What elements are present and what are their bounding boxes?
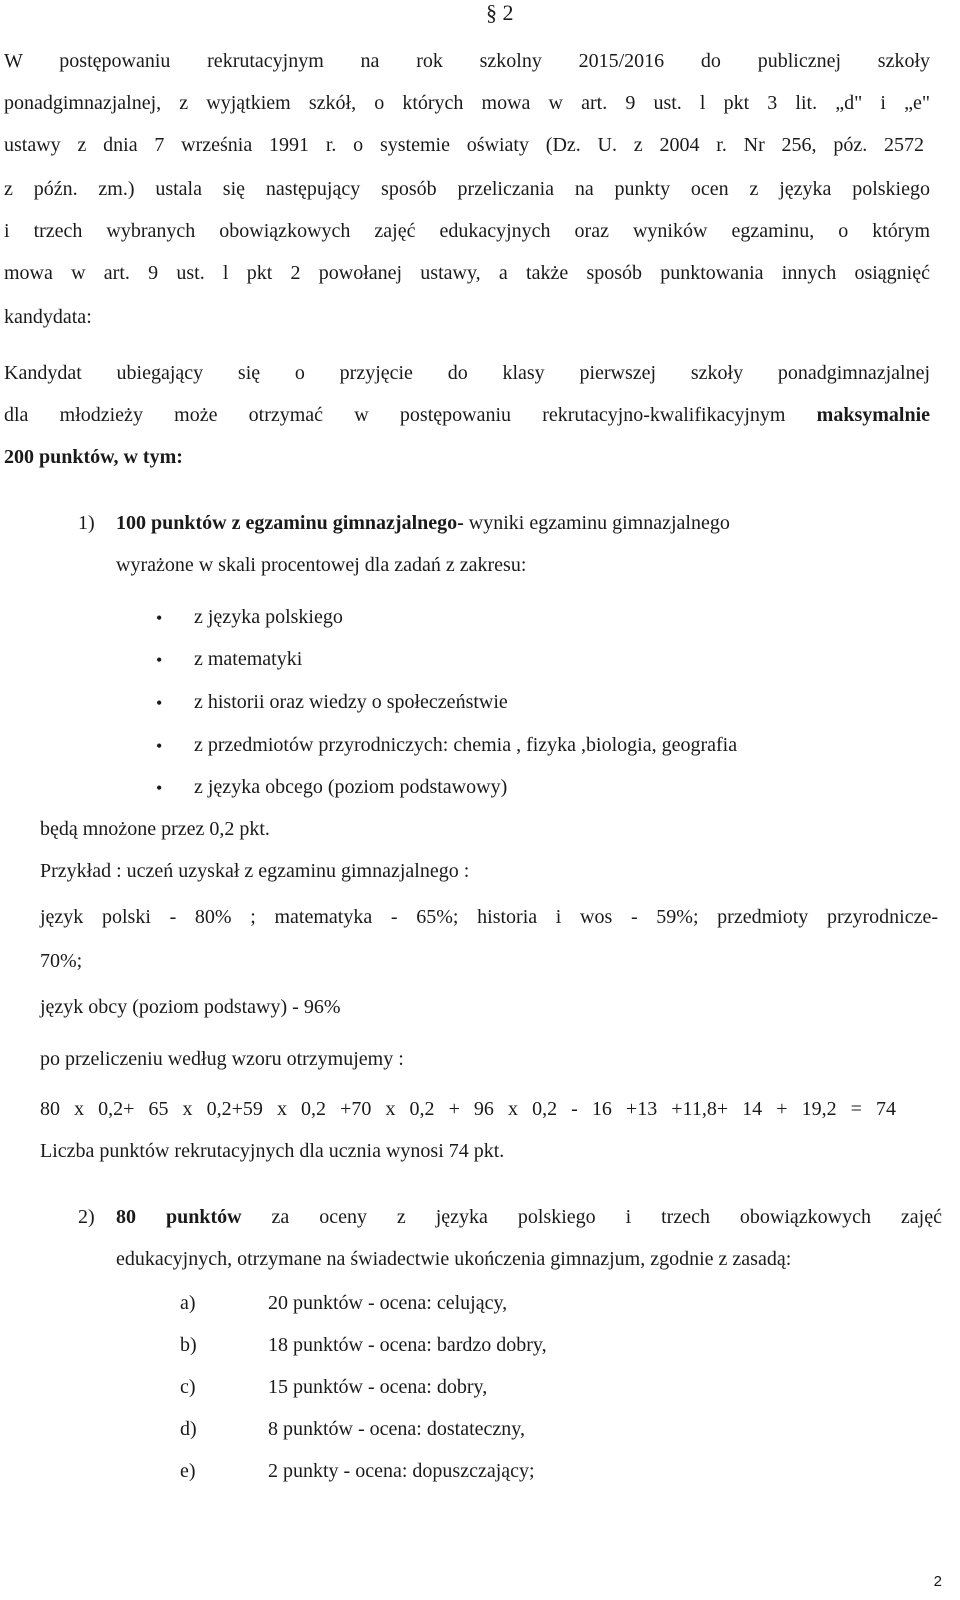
grade-marker: e) [180, 1460, 196, 1482]
para2-line [4, 446, 183, 469]
example-line: język obcy (poziom podstawy) - 96% [40, 996, 341, 1018]
bullet-dot: • [156, 693, 163, 713]
item-2-line: edukacyjnych, otrzymane na świadectwie ukończenia gimnazjum, zgodnie z zasadą: [116, 1248, 792, 1270]
para1-line: i trzech wybranych obowiązkowych zajęć edukacyjnych oraz wyników egzaminu, o którym [4, 220, 930, 242]
para1-line: ponadgimnazjalnej, z wyjątkiem szkół, o których mowa w art. 9 ust. l pkt 3 lit. „d" i „e" [4, 92, 930, 114]
example-line: 70%; [40, 950, 83, 972]
grade-marker: b) [180, 1334, 197, 1356]
formula-intro: po przeliczeniu według wzoru otrzymujemy : [40, 1048, 404, 1070]
item-1-line: wyrażone w skali procentowej dla zadań z zakresu: [116, 554, 527, 576]
para2-bold-text: maksymalnie [816, 404, 930, 426]
section-heading: § 2 [486, 0, 514, 25]
para1-line: ustawy z dnia 7 września 1991 r. o systemie oświaty (Dz. U. z 2004 r. Nr 256, póz. 2572 [4, 134, 924, 156]
item-1-bold-text: 100 punktów z egzaminu gimnazjalnego- [116, 512, 464, 534]
bullet-dot: • [156, 736, 163, 756]
para1-line: z późn. zm.) ustala się następujący sposób przeliczania na punkty ocen z języka polskiego [4, 178, 930, 200]
formula-line: 80 x 0,2+ 65 x 0,2+59 x 0,2 +70 x 0,2 + 96 x 0,2 - 16 +13 +11,8+ 14 + 19,2 = 74 [40, 1098, 896, 1120]
grade-marker: c) [180, 1376, 196, 1398]
item-1-line [116, 512, 730, 535]
result-line: Liczba punktów rekrutacyjnych dla ucznia wynosi 74 pkt. [40, 1140, 505, 1162]
item-2-plain-text: za oceny z języka polskiego i trzech obowiązkowych zajęć [241, 1206, 942, 1228]
example-intro: Przykład : uczeń uzyskał z egzaminu gimnazjalnego : [40, 860, 470, 882]
bullet-item: z języka polskiego [194, 606, 343, 628]
item-2-line [116, 1206, 942, 1229]
bullet-dot: • [156, 650, 163, 670]
bullet-item: z przedmiotów przyrodniczych: chemia , fizyka ,biologia, geografia [194, 734, 738, 756]
grade-item: 2 punkty - ocena: dopuszczający; [268, 1460, 535, 1482]
para2-plain-text: dla młodzieży może otrzymać w postępowaniu rekrutacyjno-kwalifikacyjnym [4, 404, 817, 426]
grade-marker: d) [180, 1418, 197, 1440]
item-marker: 1) [78, 512, 95, 534]
para1-line: mowa w art. 9 ust. l pkt 2 powołanej ustawy, a także sposób punktowania innych osiągnięć [4, 262, 930, 284]
para2-bold-text: 200 punktów, w tym: [4, 446, 183, 468]
bullet-dot: • [156, 608, 163, 628]
grade-item: 20 punktów - ocena: celujący, [268, 1292, 508, 1314]
grade-item: 8 punktów - ocena: dostateczny, [268, 1418, 525, 1440]
page-number: 2 [933, 1573, 942, 1590]
para1-line: kandydata: [4, 306, 92, 328]
bullet-item: z matematyki [194, 648, 303, 670]
multiplier-note: będą mnożone przez 0,2 pkt. [40, 818, 270, 840]
item-2-bold-text: 80 punktów [116, 1206, 242, 1228]
bullet-item: z języka obcego (poziom podstawowy) [194, 776, 508, 798]
item-1-plain-text: wyniki egzaminu gimnazjalnego [463, 512, 730, 534]
grade-marker: a) [180, 1292, 196, 1314]
para2-line: Kandydat ubiegający się o przyjęcie do klasy pierwszej szkoły ponadgimnazjalnej [4, 362, 930, 384]
example-line: język polski - 80% ; matematyka - 65%; historia i wos - 59%; przedmioty przyrodnicze- [40, 906, 938, 928]
grade-item: 18 punktów - ocena: bardzo dobry, [268, 1334, 547, 1356]
grade-item: 15 punktów - ocena: dobry, [268, 1376, 488, 1398]
para1-line: W postępowaniu rekrutacyjnym na rok szkolny 2015/2016 do publicznej szkoły [4, 50, 930, 72]
bullet-item: z historii oraz wiedzy o społeczeństwie [194, 691, 508, 713]
para2-line [4, 404, 930, 427]
item-marker: 2) [78, 1206, 95, 1228]
bullet-dot: • [156, 778, 163, 798]
